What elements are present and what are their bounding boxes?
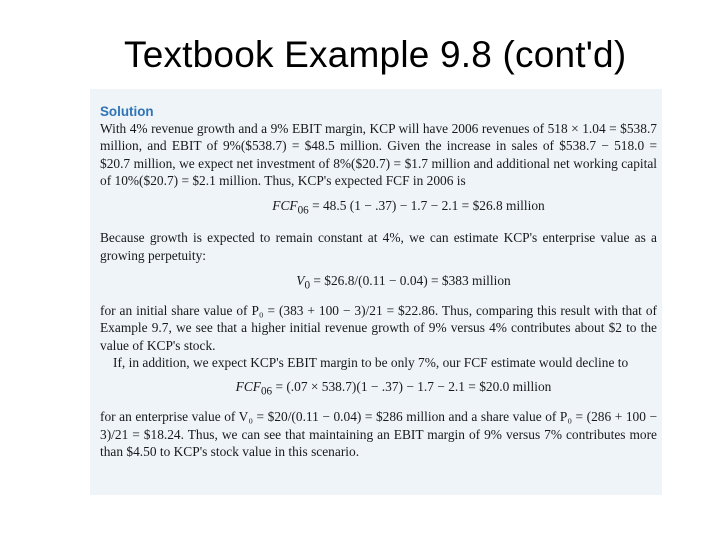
paragraph-share-value: for an initial share value of P₀ = (383 + 100 − 3)/21 = $22.86. Thus, comparing this result with that of Example 9.7, we see that a higher initial revenue growth of 9% versus 4% contributes about $2 to the value of KCP's stock. [100, 303, 657, 353]
slide-title: Textbook Example 9.8 (cont'd) [124, 34, 627, 75]
equation-subscript: 06 [297, 205, 309, 218]
paragraph-growing-perpetuity: Because growth is expected to remain constant at 4%, we can estimate KCP's enterprise value as a growing perpetuity: [100, 230, 657, 263]
equation-variable: FCF [235, 379, 261, 395]
equation-rhs: = $26.8/(0.11 − 0.04) = $383 million [310, 273, 511, 289]
equation-fcf-2006 [100, 197, 657, 220]
equation-subscript: 06 [260, 386, 273, 399]
equation-subscript: 0 [304, 279, 311, 292]
paragraph-conclusion: for an enterprise value of V₀ = $20/(0.11 − 0.04) = $286 million and a share value of P₀ = (286 + 100 − 3)/21 = $18.24. Thus, we can see that maintaining an EBIT margin of 9% versus 7% contributes more than $4.50 to KCP's stock value in this scenario. [100, 409, 657, 460]
equation-variable: V [296, 273, 305, 289]
equation-rhs: = 48.5 (1 − .37) − 1.7 − 2.1 = $26.8 million [308, 198, 545, 214]
equation-fcf-7-percent [100, 378, 657, 401]
equation-rhs: = (.07 × 538.7)(1 − .37) − 1.7 − 2.1 = $20.0 million [272, 379, 552, 395]
equation-variable: FCF [272, 198, 298, 214]
paragraph-revenue-growth: With 4% revenue growth and a 9% EBIT margin, KCP will have 2006 revenues of 518 × 1.04 = $538.7 million, and EBIT of 9%($538.7) = $48.5 million. Given the increase in sales of $538.7 − 518.0 = $20.7 million, we expect net investment of 8%($20.7) = $1.7 million and additional net working capital of 10%($20.7) = $2.1 million. Thus, KCP's expected FCF in 2006 is [100, 121, 657, 189]
solution-heading: Solution [100, 104, 154, 119]
equation-enterprise-value [100, 272, 657, 295]
paragraph-ebit-margin: If, in addition, we expect KCP's EBIT margin to be only 7%, our FCF estimate would decline to [113, 355, 629, 371]
solution-box [90, 89, 662, 495]
